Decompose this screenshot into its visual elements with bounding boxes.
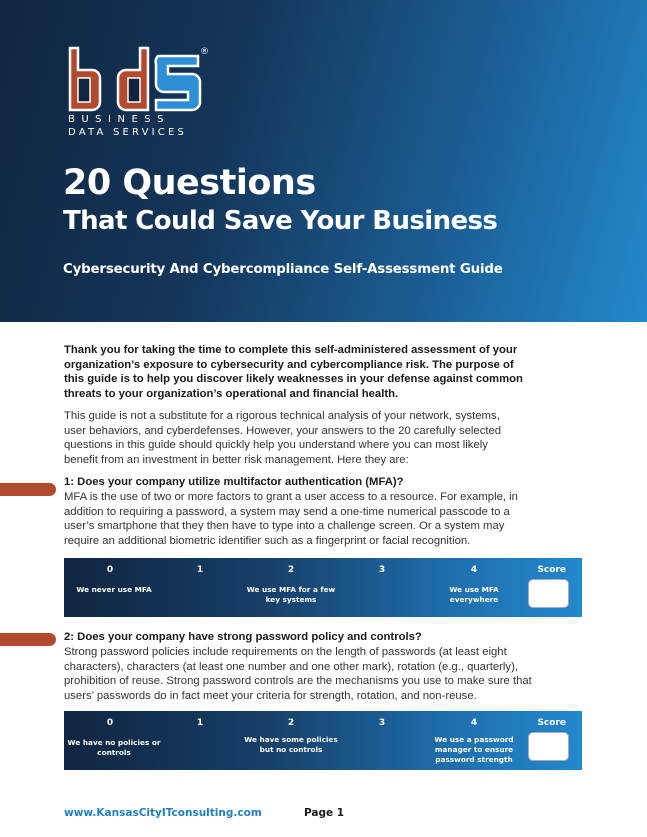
scale-4: 4 [470,718,478,728]
question-1-title: 1: Does your company utilize multifactor authentication (MFA)? [64,476,404,488]
scale-2-description: We use MFA for a few key systems [246,585,336,604]
question-marker [0,483,56,496]
question-1-score-scale [64,558,582,617]
scale-2: 2 [287,718,295,728]
scale-4-description: We use a password manager to ensure password strength [434,735,514,764]
page-subtitle: Cybersecurity And Cybercompliance Self-Assessment Guide [63,262,503,277]
footer-page-number: Page 1 [304,807,345,819]
scale-0: 0 [106,718,114,728]
score-label: Score [537,565,566,575]
question-1-body: MFA is the use of two or more factors to grant a user access to a resource. For example, in addition to requiring a password, a system may send a one-time numerical passcode to a user’s smartphone that they then have to type into a challenge screen. Or a system may require an additional biometric identifier such as a fingerprint or facial recognition. [64,491,518,547]
intro-bold-paragraph: Thank you for taking the time to complete this self-administered assessment of your organization’s exposure to cybersecurity and cybercompliance risk. The purpose of this guide is to help you discover likely weaknesses in your defense against common threats to your organization’s operational and financial health. [64,344,523,400]
scale-1: 1 [196,718,204,728]
registered-mark: ® [200,47,209,57]
header-banner [0,0,647,322]
logo-line-2: DATA SERVICES [68,127,188,138]
scale-3: 3 [378,565,386,575]
question-2-body: Strong password policies include requirements on the length of passwords (at least eight characters), characters (at least one number and one other mark), rotation (e.g., quarterly), prohibition of reuse. Strong password controls are the mechanisms you use to make sure that users’ passwords do in fact meet your criteria for strength, rotation, and non-reuse. [64,646,532,702]
scale-0-description: We have no policies or controls [67,738,161,757]
page-title-line-2: That Could Save Your Business [63,206,498,236]
score-label: Score [537,718,566,728]
logo-line-1: BUSINESS [68,114,170,125]
question-2-title: 2: Does your company have strong password policy and controls? [64,631,422,643]
scale-2-description: We have some policies but no controls [244,735,338,754]
footer-website-link[interactable]: www.KansasCityITconsulting.com [64,807,262,819]
bds-logo-mark [64,44,214,114]
scale-0: 0 [106,565,114,575]
scale-0-description: We never use MFA [76,585,152,594]
page-title: 20 Questions [63,163,316,203]
intro-paragraph: This guide is not a substitute for a rigorous technical analysis of your network, systems, user behaviors, and cyberdefenses. However, your answers to the 20 carefully selected questions in this guide should quickly help you understand where you can most likely benefit from an investment in better risk management. Here they are: [64,410,502,466]
scale-3: 3 [378,718,386,728]
scale-1: 1 [196,565,204,575]
question-marker [0,633,56,646]
scale-2: 2 [287,565,295,575]
scale-4-description: We use MFA everywhere [449,585,499,604]
scale-4: 4 [470,565,478,575]
question-1-score-input[interactable] [528,579,569,608]
question-2-score-scale [64,711,582,770]
question-2-score-input[interactable] [528,732,569,761]
